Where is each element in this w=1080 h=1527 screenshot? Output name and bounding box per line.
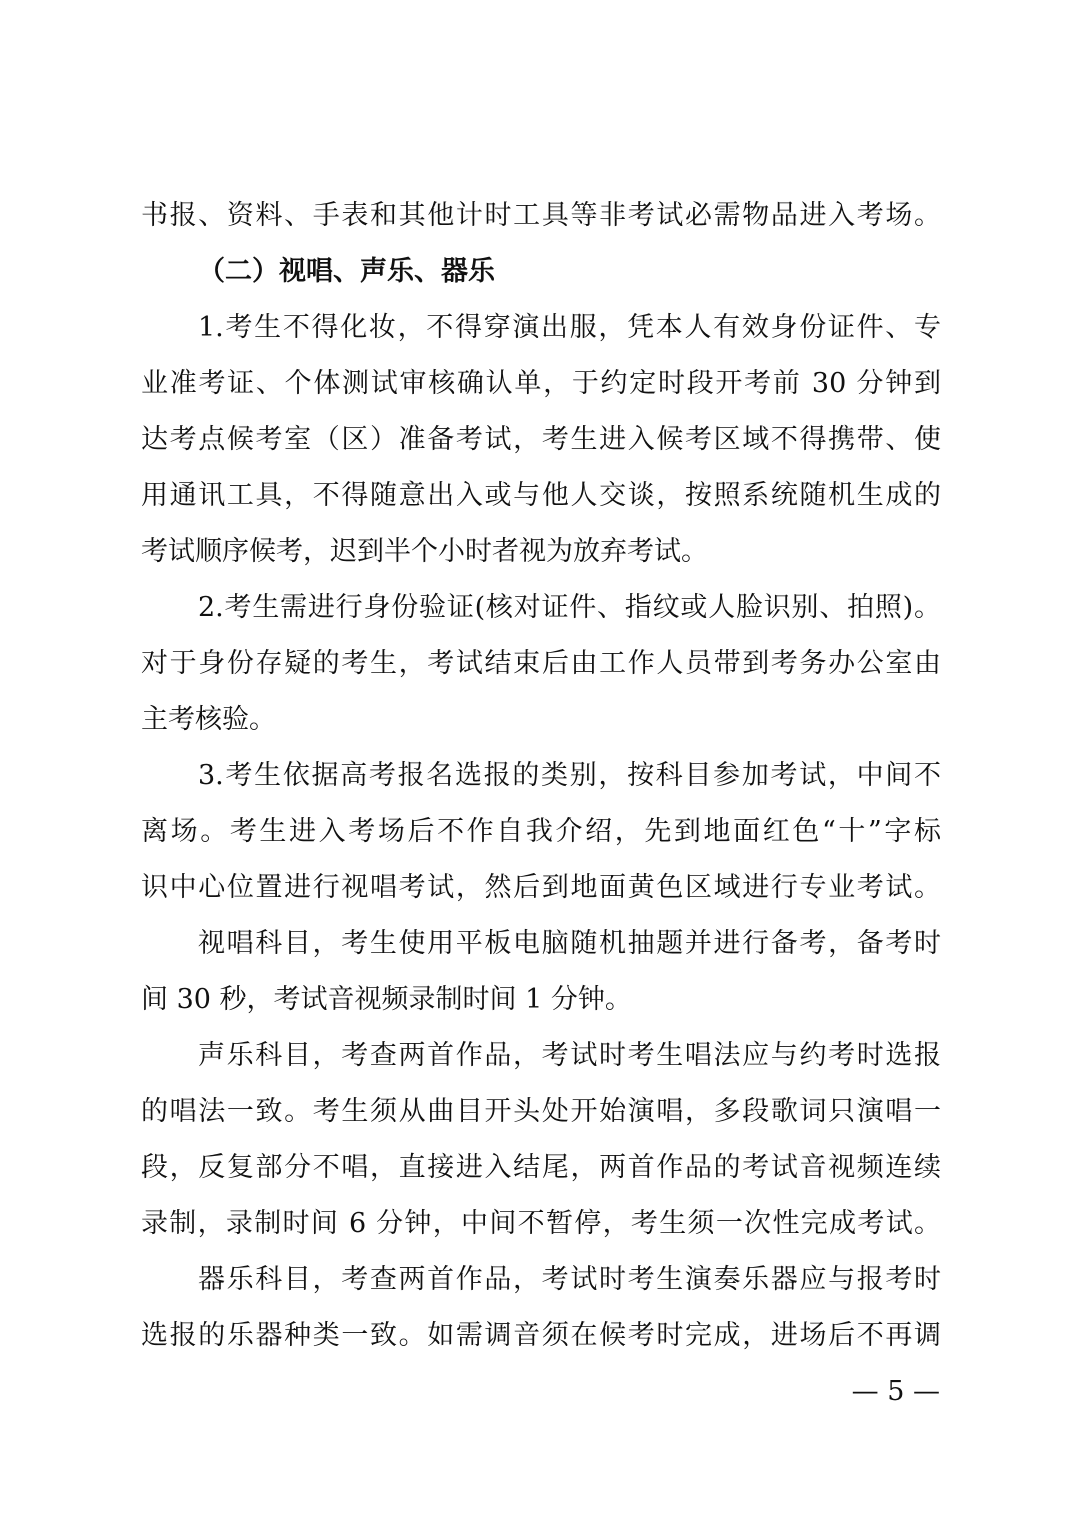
text-line-17: 的唱法一致。考生须从曲目开头处开始演唱，多段歌词只演唱一 [141,1096,941,1127]
text-line-11: 3.考生依据高考报名选报的类别，按科目参加考试，中间不 [198,760,941,791]
text-line-3: 1.考生不得化妆，不得穿演出服，凭本人有效身份证件、专 [198,312,941,343]
text-line-20: 器乐科目，考查两首作品，考试时考生演奏乐器应与报考时 [198,1264,941,1295]
text-line-1: 书报、资料、手表和其他计时工具等非考试必需物品进入考场。 [141,200,941,231]
text-line-12: 离场。考生进入考场后不作自我介绍，先到地面红色“十”字标 [141,816,941,847]
page-number: — 5 — [851,1376,940,1407]
section-heading: （二）视唱、声乐、器乐 [198,256,495,287]
text-line-6: 用通讯工具，不得随意出入或与他人交谈，按照系统随机生成的 [141,480,941,511]
text-line-15: 间 30 秒，考试音视频录制时间 1 分钟。 [141,984,632,1015]
text-line-8: 2.考生需进行身份验证(核对证件、指纹或人脸识别、拍照)。 [198,592,941,623]
text-line-5: 达考点候考室（区）准备考试，考生进入候考区域不得携带、使 [141,424,941,455]
text-line-9: 对于身份存疑的考生，考试结束后由工作人员带到考务办公室由 [141,648,941,679]
text-line-4: 业准考证、个体测试审核确认单，于约定时段开考前 30 分钟到 [141,368,941,399]
text-line-21: 选报的乐器种类一致。如需调音须在候考时完成，进场后不再调 [141,1320,941,1351]
text-line-7: 考试顺序候考，迟到半个小时者视为放弃考试。 [141,536,708,567]
text-line-13: 识中心位置进行视唱考试，然后到地面黄色区域进行专业考试。 [141,872,941,903]
text-line-19: 录制，录制时间 6 分钟，中间不暂停，考生须一次性完成考试。 [141,1208,941,1239]
text-line-18: 段，反复部分不唱，直接进入结尾，两首作品的考试音视频连续 [141,1152,941,1183]
text-line-10: 主考核验。 [141,704,276,735]
text-line-14: 视唱科目，考生使用平板电脑随机抽题并进行备考，备考时 [198,928,941,959]
text-line-16: 声乐科目，考查两首作品，考试时考生唱法应与约考时选报 [198,1040,941,1071]
